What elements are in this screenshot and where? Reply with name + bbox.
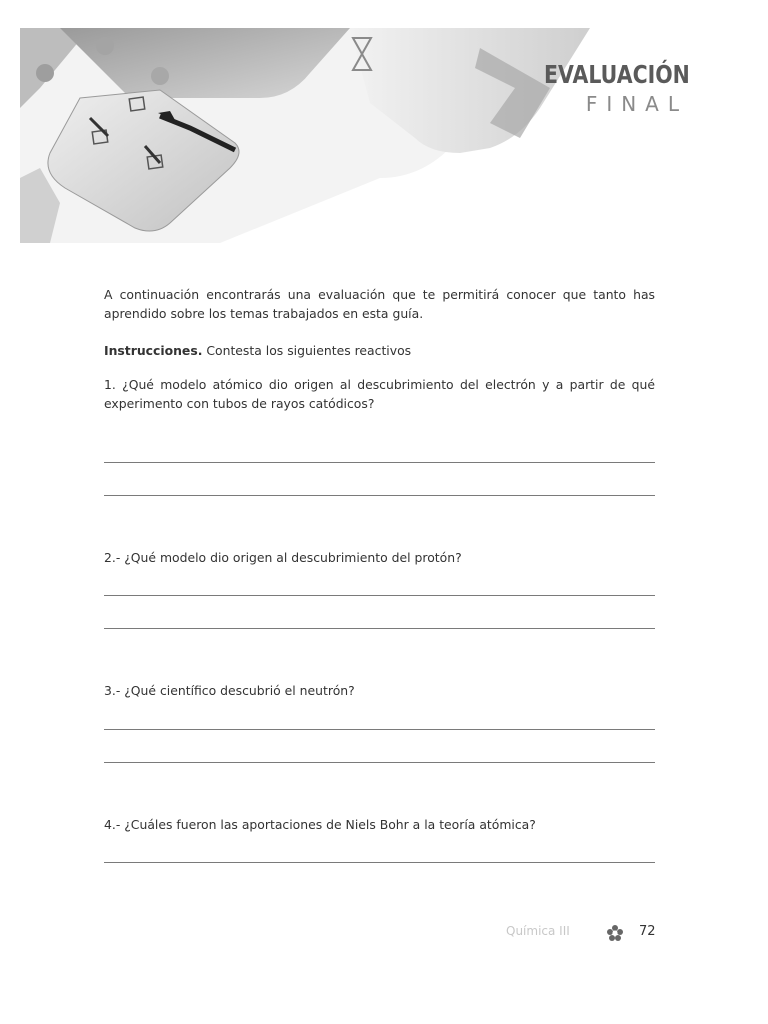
question-2: 2.- ¿Qué modelo dio origen al descubrimiento del protón? (104, 550, 462, 565)
instructions (104, 341, 411, 360)
page-number: 72 (639, 924, 656, 939)
answer-line-3a[interactable] (104, 729, 655, 730)
instructions-text: Contesta los siguientes reactivos (202, 343, 412, 358)
answer-line-2b[interactable] (104, 628, 655, 629)
footer-subject: Química III (506, 924, 570, 938)
answer-line-1b[interactable] (104, 495, 655, 496)
page-footer (0, 924, 768, 944)
intro-paragraph: A continuación encontrarás una evaluación que te permitirá conocer que tanto has aprendido sobre los temas trabajados en esta guía. (104, 287, 655, 321)
question-4: 4.- ¿Cuáles fueron las aportaciones de Niels Bohr a la teoría atómica? (104, 817, 536, 832)
answer-line-1a[interactable] (104, 462, 655, 463)
flower-logo-icon (606, 924, 624, 942)
title-block (512, 60, 690, 116)
title-sub: FINAL (585, 92, 688, 116)
answer-line-4a[interactable] (104, 862, 655, 863)
answer-line-3b[interactable] (104, 762, 655, 763)
question-3: 3.- ¿Qué científico descubrió el neutrón? (104, 683, 355, 698)
answer-line-2a[interactable] (104, 595, 655, 596)
title-main: EVALUACIÓN (544, 60, 690, 89)
instructions-label: Instrucciones. (104, 343, 203, 358)
question-1: 1. ¿Qué modelo atómico dio origen al descubrimiento del electrón y a partir de qué experimento con tubos de rayos catódicos? (104, 377, 655, 411)
